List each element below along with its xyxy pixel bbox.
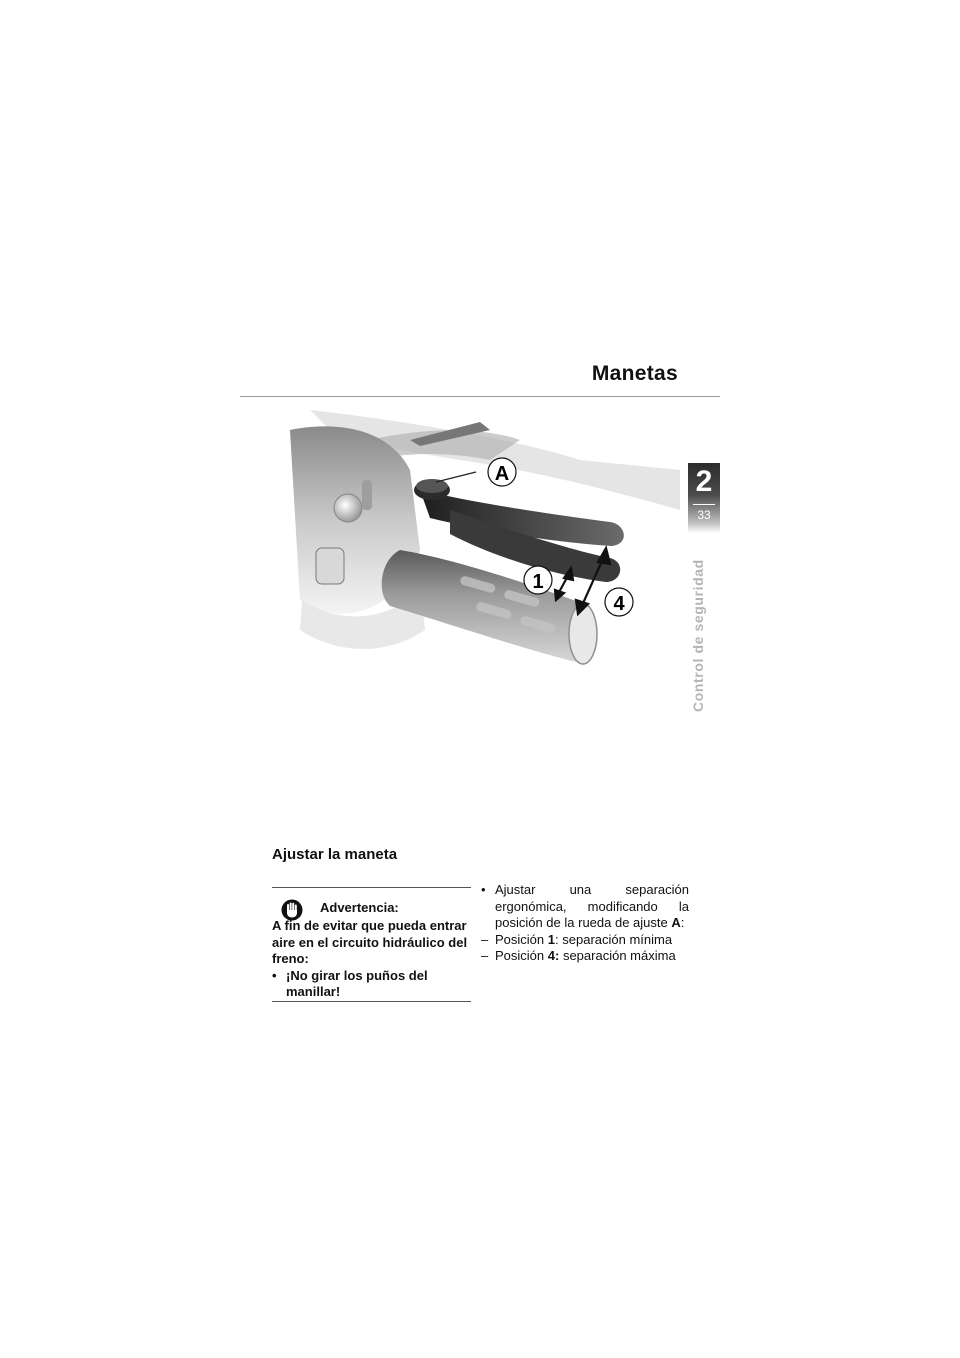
callout-4-label: 4	[613, 593, 625, 615]
section-subtitle: Ajustar la maneta	[272, 846, 398, 863]
callout-a-label: A	[494, 463, 510, 485]
instructions	[481, 882, 689, 965]
title-divider	[240, 396, 720, 397]
warning-bullet-mark: •	[272, 967, 277, 983]
page-number: 33	[697, 508, 711, 522]
warning-bullet-text: ¡No girar los puños del manillar!	[286, 967, 428, 999]
callout-a	[488, 458, 516, 486]
page-title: Manetas	[591, 362, 678, 385]
warning-body	[272, 918, 471, 1001]
instruction-position-1	[481, 932, 689, 949]
warning-bullet	[272, 968, 471, 1001]
brake-lever-illustration	[280, 400, 700, 700]
callout-4	[605, 588, 633, 616]
instruction-main-suffix: :	[680, 915, 685, 930]
instruction-bullet-mark: •	[481, 882, 486, 897]
instruction-position-4	[481, 948, 689, 965]
warning-intro: A fin de evitar que pueda entrar aire en el circuito hidráulico del freno:	[272, 918, 468, 966]
chapter-number: 2	[695, 465, 713, 498]
position-1-ref: 1	[547, 931, 555, 947]
instruction-main-text: Ajustar una separación ergonómica, modificando la posición de la rueda de ajuste	[495, 882, 689, 930]
position-1-label: Posición	[495, 931, 545, 947]
chapter-side-label: Control de seguridad	[690, 559, 706, 712]
instruction-dash-mark: –	[481, 931, 489, 947]
position-4-text: separación máxima	[562, 948, 676, 963]
warning-box	[272, 887, 471, 1002]
callout-1-label: 1	[532, 571, 544, 593]
position-4-label: Posición	[495, 948, 545, 963]
instruction-dash-mark: –	[481, 948, 489, 963]
position-1-text: separación mínima	[562, 931, 673, 947]
warning-title: Advertencia:	[320, 900, 399, 915]
position-1-sep: :	[555, 931, 559, 947]
callout-1	[524, 566, 552, 594]
instruction-main-ref: A	[671, 915, 681, 930]
position-4-ref: 4:	[547, 948, 560, 963]
instruction-main	[481, 882, 689, 932]
